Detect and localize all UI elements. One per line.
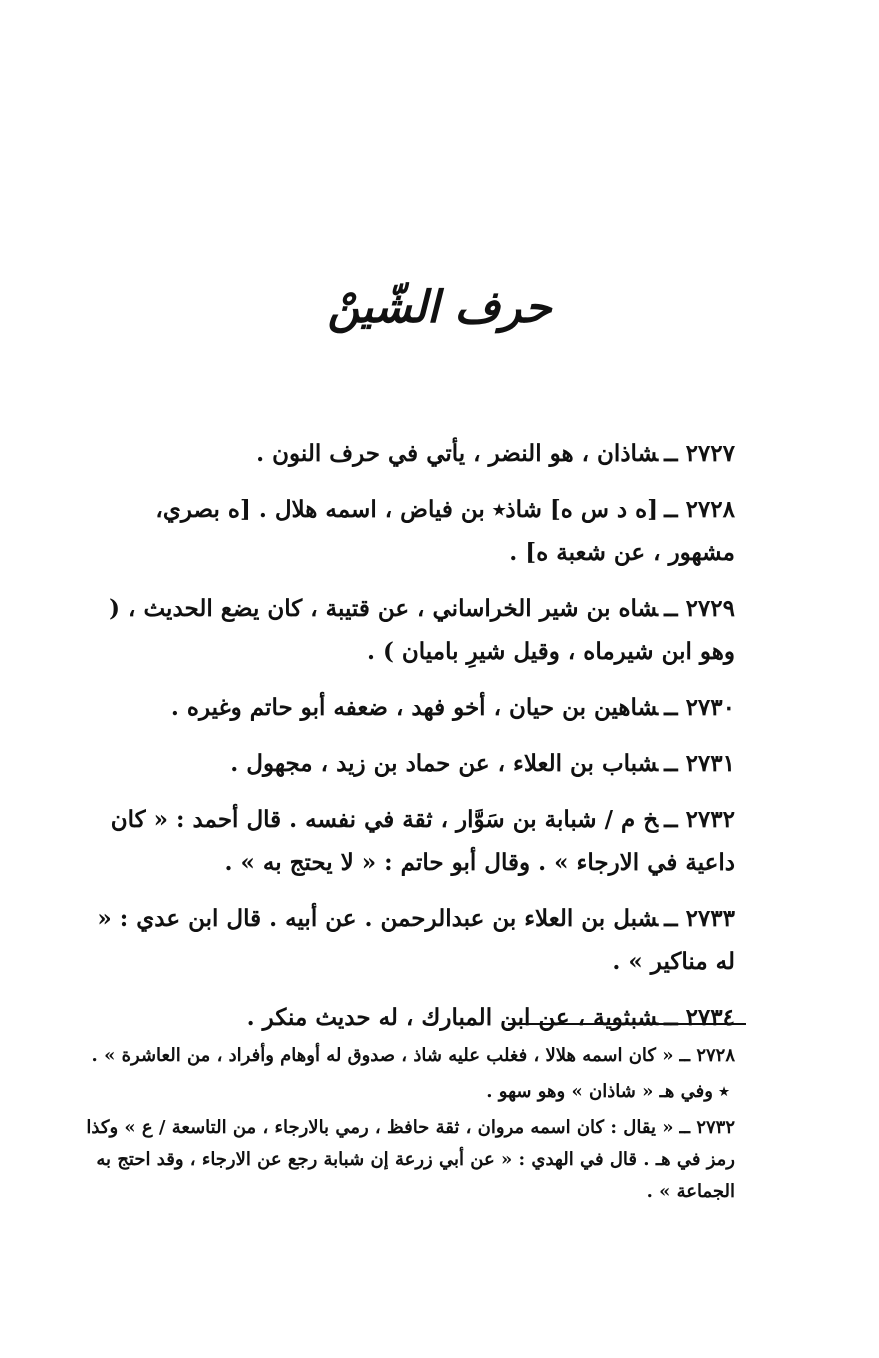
footnote-number: ٢٧٣٢ ــ [679,1117,735,1138]
entry-number: ٢٧٣٤ ــ [664,1004,735,1031]
footnote-text: « كان اسمه هلالا ، فغلب عليه شاذ ، صدوق له أوهام وأفراد ، من العاشرة » . [91,1045,674,1066]
footnote-2728 [85,1040,735,1072]
entry-number: ٢٧٣١ ــ [664,750,735,777]
entry-2730 [85,686,735,729]
footnote-divider [508,1023,746,1025]
entry-2733 [85,897,735,983]
entry-2732 [85,798,735,884]
footnote-text: « يقال : كان اسمه مروان ، ثقة حافظ ، رمي بالارجاء ، من التاسعة / ع » وكذا رمز في هـ . قال في الهدي : « عن أبي زرعة إن شبابة رجع عن الارجاء ، وقد احتج به الجماعة » . [86,1117,735,1202]
entries-list [85,432,735,1052]
footnote-2732 [85,1112,735,1208]
chapter-title: حرف الشّينْ [327,282,552,333]
footnote-note [85,1076,735,1108]
entry-text: شباب بن العلاء ، عن حماد بن زيد ، مجهول . [230,750,659,777]
entry-2734 [85,996,735,1039]
entry-number: ٢٧٣٢ ــ [664,806,735,833]
entry-number: ٢٧٢٧ ــ [664,440,735,467]
entry-2731 [85,742,735,785]
entry-2727 [85,432,735,475]
footnote-text: ٭ وفي هـ « شاذان » وهو سهو . [486,1081,729,1102]
footnotes-list [85,1040,735,1212]
entry-text: خ م / شبابة بن سَوَّار ، ثقة في نفسه . قال أحمد : « كان داعية في الارجاء » . وقال أبو حاتم : « لا يحتج به » . [110,806,735,876]
footnote-number: ٢٧٢٨ ــ [679,1045,735,1066]
entry-2728 [85,488,735,574]
entry-text: شاه بن شير الخراساني ، عن قتيبة ، كان يضع الحديث ، ( وهو ابن شيرماه ، وقيل شيرِ باميان ) . [109,595,735,665]
entry-text: [ه د س ه] شاذ٭ بن فياض ، اسمه هلال . [ه بصري، مشهور ، عن شعبة ه] . [155,496,735,566]
entry-2729 [85,587,735,673]
entry-number: ٢٧٣٣ ــ [664,905,735,932]
entry-text: شاهين بن حيان ، أخو فهد ، ضعفه أبو حاتم وغيره . [170,694,659,721]
entry-text: شبل بن العلاء بن عبدالرحمن . عن أبيه . قال ابن عدي : « له مناكير » . [97,905,735,975]
entry-text: شاذان ، هو النضر ، يأتي في حرف النون . [256,440,659,467]
entry-number: ٢٧٢٨ ــ [664,496,735,523]
entry-number: ٢٧٢٩ ــ [664,595,735,622]
entry-text: شبثوية ، عن ابن المبارك ، له حديث منكر . [246,1004,659,1031]
entry-number: ٢٧٣٠ ــ [664,694,735,721]
